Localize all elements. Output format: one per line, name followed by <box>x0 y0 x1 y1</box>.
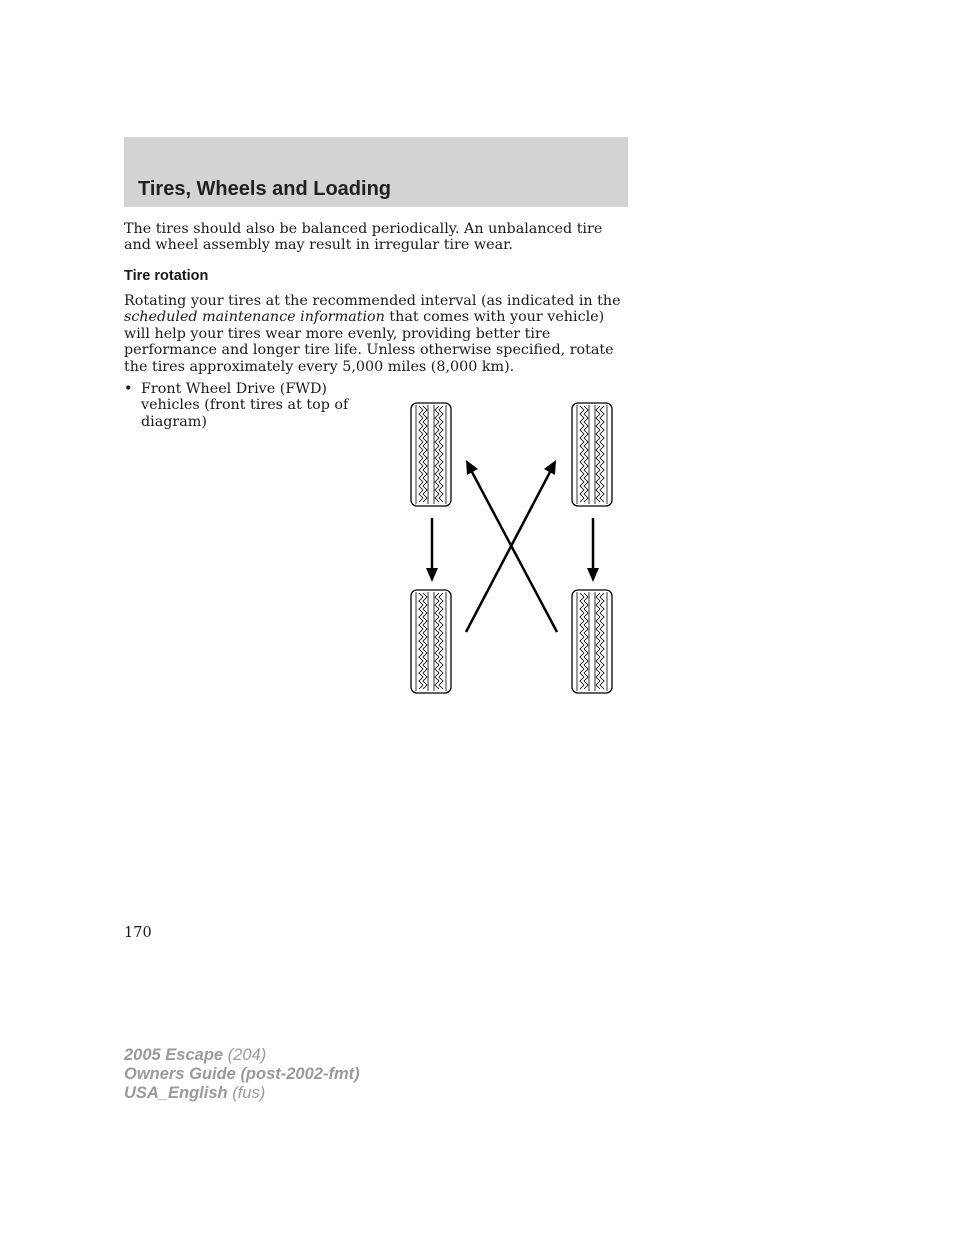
tire-rotation-diagram <box>404 396 616 698</box>
footer-line-guide <box>124 1065 360 1084</box>
rotation-text-part-2: that comes with your vehicle) will help your tires wear more evenly, providing better tire performance and longer tire life. Unless otherwise specified, rotate the tires approximately every 5,000 miles (8,000 km). <box>124 309 614 375</box>
footer-model: 2005 Escape <box>124 1046 224 1064</box>
tire-rotation-paragraph <box>124 293 630 375</box>
footer-guide: Owners Guide (post-2002-fmt) <box>124 1065 360 1083</box>
intro-paragraph: The tires should also be balanced periodically. An unbalanced tire and wheel assembly may result in irregular tire wear. <box>124 221 603 254</box>
footer-line-language <box>124 1084 360 1103</box>
front-left-tire <box>411 403 451 506</box>
right-down-arrow-icon <box>587 518 599 582</box>
rotation-text-part-1: Rotating your tires at the recommended interval (as indicated in the <box>124 293 621 309</box>
footer-language-code: (fus) <box>227 1084 266 1102</box>
section-title: Tires, Wheels and Loading <box>138 178 392 200</box>
bullet-icon: • <box>124 381 133 397</box>
document-footer <box>124 1046 360 1103</box>
rear-left-tire <box>411 590 451 693</box>
rear-right-tire <box>572 590 612 693</box>
tire-rotation-heading: Tire rotation <box>124 268 209 284</box>
page-number: 170 <box>124 925 152 941</box>
scheduled-maintenance-reference: scheduled maintenance information <box>124 309 385 326</box>
front-right-tire <box>572 403 612 506</box>
footer-language: USA_English <box>124 1084 228 1102</box>
footer-line-model <box>124 1046 360 1065</box>
section-header-band <box>124 137 628 207</box>
left-down-arrow-icon <box>426 518 438 582</box>
footer-model-code: (204) <box>223 1046 267 1064</box>
fwd-bullet-text: Front Wheel Drive (FWD) vehicles (front tires at top of diagram) <box>141 381 349 430</box>
